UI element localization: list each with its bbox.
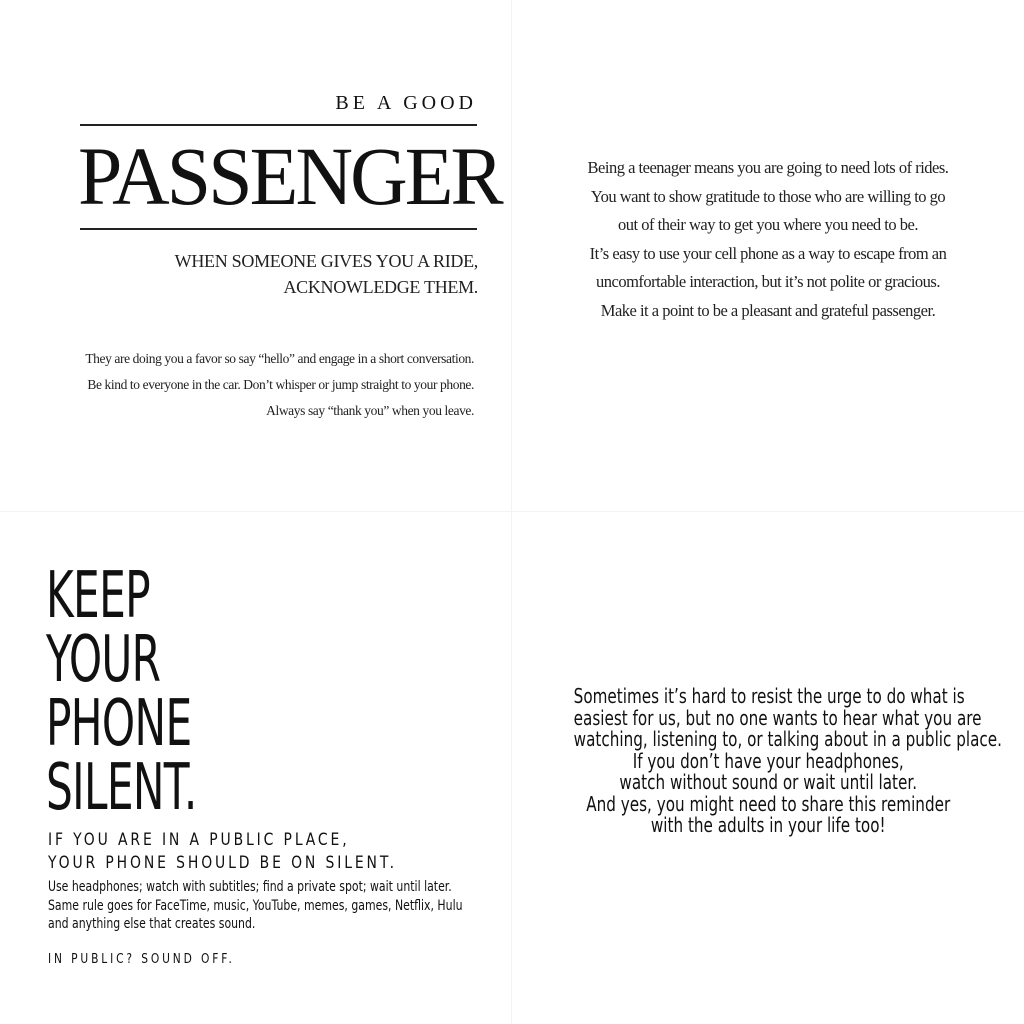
explanation-line: uncomfortable interaction, but it’s not polite or gracious. xyxy=(596,272,940,291)
explanation-line: It’s easy to use your cell phone as a way to escape from an xyxy=(589,243,947,263)
tip-line: and anything else that creates sound. xyxy=(48,916,256,932)
page-title: PASSENGER xyxy=(78,130,501,222)
explanation-line: easiest for us, but no one wants to hear what you are xyxy=(573,705,982,730)
phone-title-panel xyxy=(0,512,512,1024)
subheading-line: WHEN SOMEONE GIVES YOU A RIDE, xyxy=(174,251,478,271)
explanation-line: If you don’t have your headphones, xyxy=(632,748,904,773)
explanation-line: with the adults in your life too! xyxy=(650,813,886,837)
explanation-line: Being a teenager means you are going to need lots of rides. xyxy=(587,158,949,177)
tip-line: Same rule goes for FaceTime, music, YouTube, memes, games, Netflix, Hulu xyxy=(48,897,463,914)
passenger-tips xyxy=(4,346,474,424)
tip-line: Always say “thank you” when you leave. xyxy=(266,403,474,418)
passenger-explanation-panel xyxy=(512,0,1024,512)
phone-explanation-panel xyxy=(512,512,1024,1024)
phone-footer-slogan: IN PUBLIC? SOUND OFF. xyxy=(48,952,235,967)
tip-line: Be kind to everyone in the car. Don’t whisper or jump straight to your phone. xyxy=(87,377,474,392)
explanation-line: You want to show gratitude to those who are willing to go xyxy=(590,186,946,206)
explanation-line: Sometimes it’s hard to resist the urge to do what is xyxy=(573,684,965,708)
phone-tips xyxy=(48,878,512,934)
title-line: YOUR xyxy=(46,623,161,697)
title-line: SILENT. xyxy=(46,751,197,825)
phone-title xyxy=(46,559,197,825)
passenger-title-panel xyxy=(0,0,512,512)
explanation-line: Make it a point to be a pleasant and grateful passenger. xyxy=(600,300,936,320)
explanation-line: And yes, you might need to share this reminder xyxy=(586,791,951,816)
title-line: PHONE xyxy=(46,687,192,761)
kicker-text: BE A GOOD xyxy=(335,92,477,114)
tip-line: Use headphones; watch with subtitles; find a private spot; wait until later. xyxy=(48,879,452,895)
passenger-explanation xyxy=(512,154,1024,325)
bottom-rule xyxy=(80,228,477,230)
explanation-line: watch without sound or wait until later. xyxy=(619,770,918,794)
explanation-line: out of their way to get you where you need to be. xyxy=(618,215,918,234)
top-rule xyxy=(80,124,477,126)
phone-explanation xyxy=(573,684,1002,837)
title-line: KEEP xyxy=(46,559,150,633)
tip-line: They are doing you a favor so say “hello” and engage in a short conversation. xyxy=(85,351,474,366)
subheading-line: ACKNOWLEDGE THEM. xyxy=(283,277,478,297)
subheading xyxy=(58,248,478,300)
explanation-line: watching, listening to, or talking about in a public place. xyxy=(573,727,1002,751)
caps-subheading: YOUR PHONE SHOULD BE ON SILENT. xyxy=(48,853,397,873)
caps-subheading: IF YOU ARE IN A PUBLIC PLACE, xyxy=(48,830,350,850)
